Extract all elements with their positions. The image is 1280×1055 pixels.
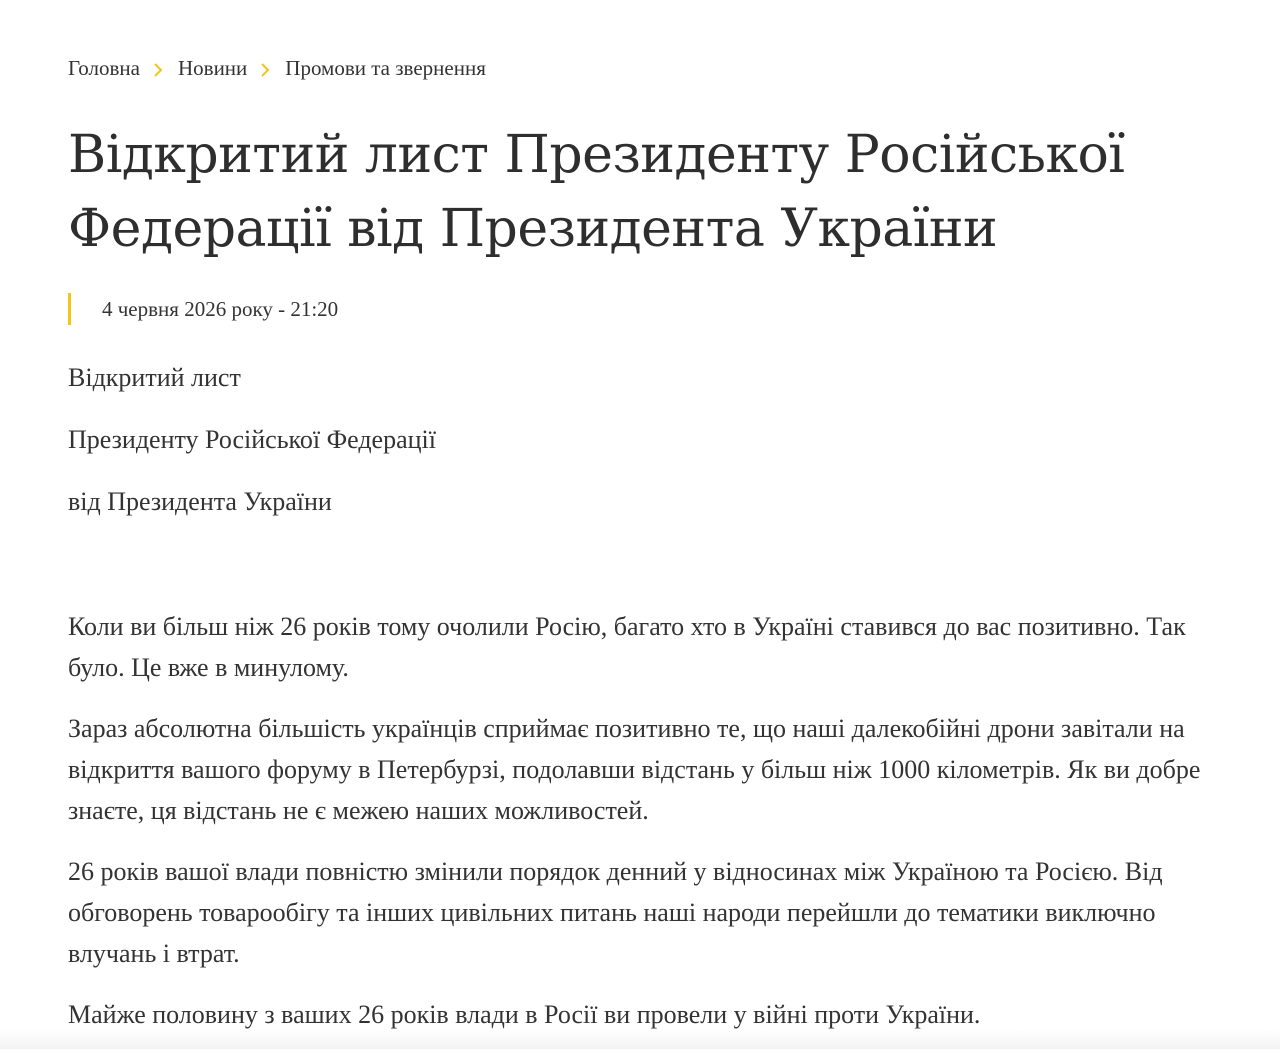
- breadcrumb-speeches-link[interactable]: Промови та звернення: [285, 56, 486, 80]
- article-title: Відкритий лист Президенту Російської Федерації від Президента України: [68, 125, 1125, 259]
- article-date: 4 червня 2026 року - 21:20: [102, 296, 339, 321]
- letter-address: [68, 358, 436, 544]
- address-line: від Президента України: [68, 487, 332, 516]
- article-paragraph: Зараз абсолютна більшість українців сприймає позитивно те, що наші далекобійні дрони завітали на відкриття вашого форуму в Петербурзі, подолавши відстань у більш ніж 1000 кілометрів. Як ви добре знаєте, ця відстань не є межею наших можливостей.: [68, 714, 1201, 825]
- breadcrumb-home-link[interactable]: Головна: [68, 56, 140, 80]
- address-line: Президенту Російської Федерації: [68, 425, 436, 454]
- address-line: Відкритий лист: [68, 363, 241, 392]
- article-paragraph: Майже половину з ваших 26 років влади в Росії ви провели у війні проти України.: [68, 1000, 981, 1029]
- chevron-right-icon: [140, 59, 178, 79]
- article-date-block: [68, 293, 338, 325]
- article-paragraph: Коли ви більш ніж 26 років тому очолили Росію, багато хто в Україні ставився до вас позитивно. Так було. Це вже в минулому.: [68, 612, 1186, 682]
- chevron-right-icon: [247, 59, 285, 79]
- breadcrumb: [68, 56, 486, 81]
- bottom-fade: [0, 1029, 1280, 1049]
- article-body: [68, 606, 1238, 1055]
- breadcrumb-news-link[interactable]: Новини: [177, 56, 248, 80]
- date-accent-bar: [68, 293, 71, 325]
- article-paragraph: 26 років вашої влади повністю змінили порядок денний у відносинах між Україною та Росією. Від обговорень товарообігу та інших цивільних питань наші народи перейшли до тематики виключно влучань і втрат.: [68, 857, 1163, 968]
